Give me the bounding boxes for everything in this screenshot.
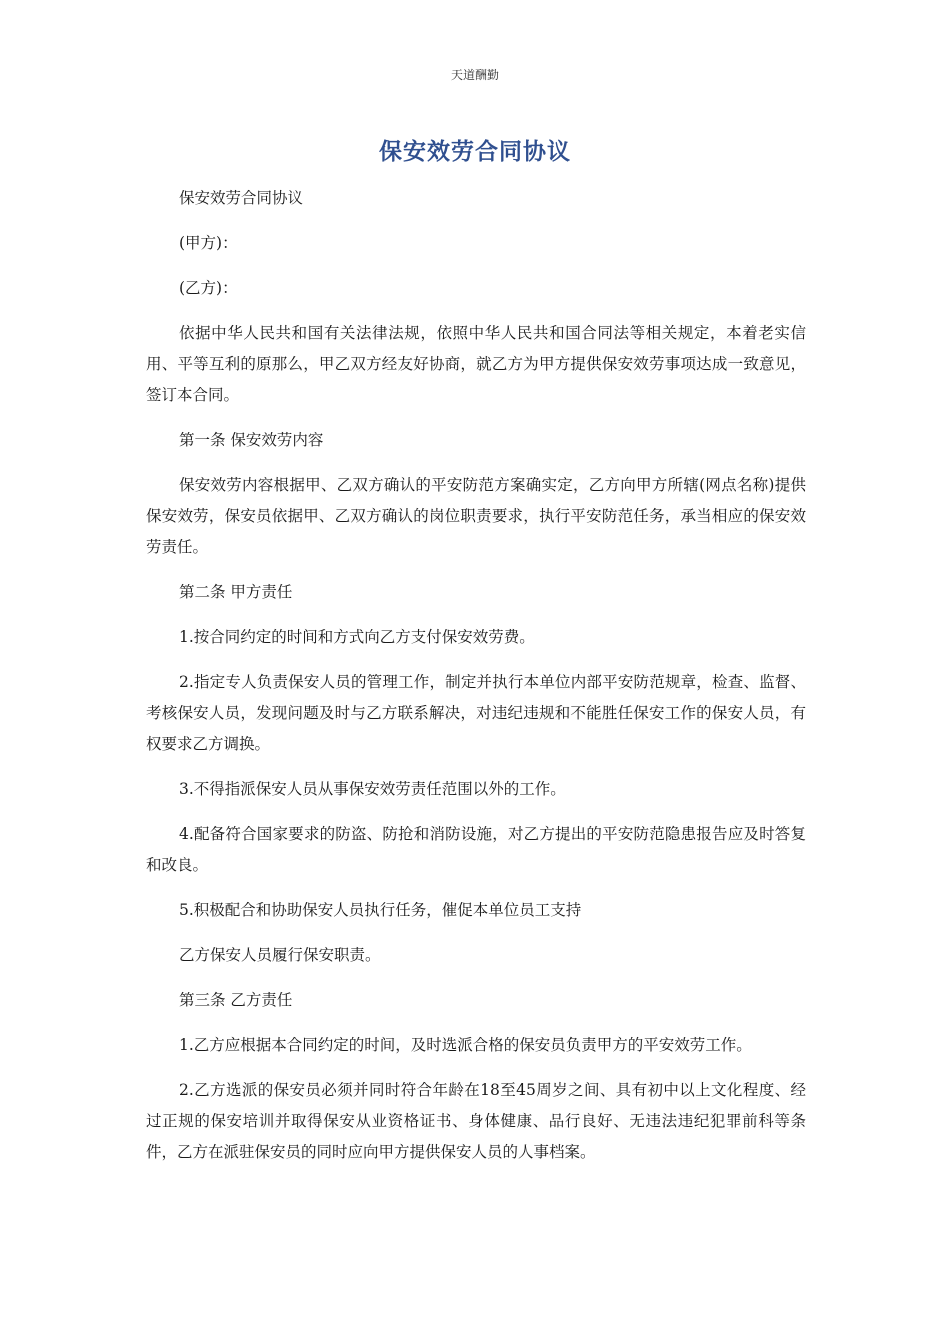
article-2-heading: 第二条 甲方责任: [179, 583, 293, 601]
article-3-heading: 第三条 乙方责任: [179, 991, 293, 1009]
document-body: [146, 183, 806, 1182]
article-2-item-5: 5.积极配合和协助保安人员执行任务，催促本单位员工支持: [179, 901, 582, 919]
party-a-line: (甲方)：: [179, 234, 238, 252]
article-1-paragraph: 保安效劳内容根据甲、乙双方确认的平安防范方案确实定，乙方向甲方所辖(网点名称)提供保安效劳，保安员依据甲、乙双方确认的岗位职责要求，执行平安防范任务，承当相应的保安效劳责任。: [146, 476, 806, 556]
page-header: 天道酬勤: [450, 68, 499, 82]
document-title: 保安效劳合同协议: [379, 139, 571, 165]
article-2-item-3: 3.不得指派保安人员从事保安效劳责任范围以外的工作。: [179, 780, 566, 798]
article-3-item-1: 1.乙方应根据本合同约定的时间，及时选派合格的保安员负责甲方的平安效劳工作。: [179, 1036, 752, 1054]
party-b-line: (乙方)：: [179, 279, 238, 297]
article-2-item-1: 1.按合同约定的时间和方式向乙方支付保安效劳费。: [179, 628, 535, 646]
article-2-item-5-continued: 乙方保安人员履行保安职责。: [179, 946, 381, 964]
article-2-item-4: 4.配备符合国家要求的防盗、防抢和消防设施，对乙方提出的平安防范隐患报告应及时答复和改良。: [146, 825, 806, 874]
article-2-item-2: 2.指定专人负责保安人员的管理工作，制定并执行本单位内部平安防范规章，检查、监督、考核保安人员，发现问题及时与乙方联系解决，对违纪违规和不能胜任保安工作的保安人员，有权要求乙方调换。: [146, 673, 806, 753]
article-3-item-2: 2.乙方选派的保安员必须并同时符合年龄在18至45周岁之间、具有初中以上文化程度、经过正规的保安培训并取得保安从业资格证书、身体健康、品行良好、无违法违纪犯罪前科等条件，乙方在派驻保安员的同时应向甲方提供保安人员的人事档案。: [146, 1081, 806, 1161]
article-1-heading: 第一条 保安效劳内容: [179, 431, 324, 449]
preamble-paragraph: 依据中华人民共和国有关法律法规，依照中华人民共和国合同法等相关规定，本着老实信用、平等互利的原那么，甲乙双方经友好协商，就乙方为甲方提供保安效劳事项达成一致意见，签订本合同。: [146, 324, 806, 404]
subtitle-paragraph: 保安效劳合同协议: [179, 189, 304, 207]
